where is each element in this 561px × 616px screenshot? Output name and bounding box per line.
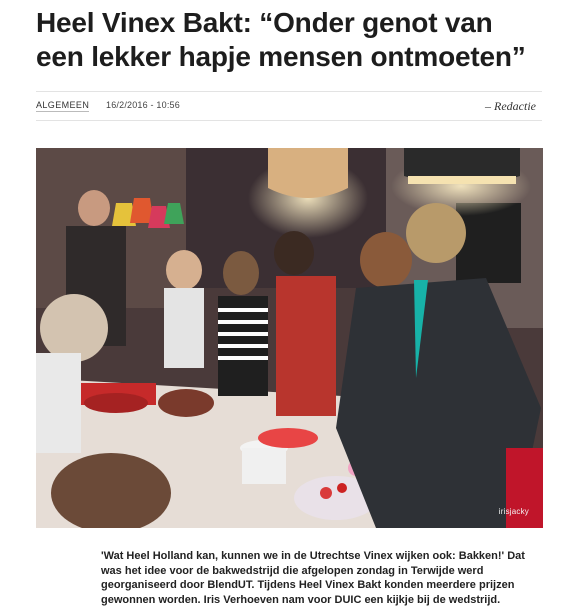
author-byline bbox=[485, 99, 536, 114]
photo-illustration bbox=[36, 148, 543, 528]
photo-credit: irisjacky bbox=[498, 507, 529, 516]
article-lead: 'Wat Heel Holland kan, kunnen we in de Utrechtse Vinex wijken ook: Bakken!' Dat was het idee voor de bakwedstrijd die afgelopen zondag in Terwijde werd georganiseerd door BlendUT. Tijdens Heel Vinex Bakt konden meerdere prijzen gewonnen worden. Iris Verhoeven nam voor DUIC een kijkje bij de wedstrijd. bbox=[101, 550, 525, 606]
article-title: Heel Vinex Bakt: “Onder genot van een lekker hapje mensen ontmoeten” bbox=[36, 7, 526, 72]
author-link[interactable]: Redactie bbox=[494, 99, 536, 113]
article-photo bbox=[36, 148, 543, 528]
category-link[interactable]: ALGEMEEN bbox=[36, 100, 90, 110]
author-dash: – bbox=[485, 99, 492, 113]
article-meta bbox=[36, 91, 542, 121]
publish-date: 16/2/2016 - 10:56 bbox=[106, 100, 180, 110]
